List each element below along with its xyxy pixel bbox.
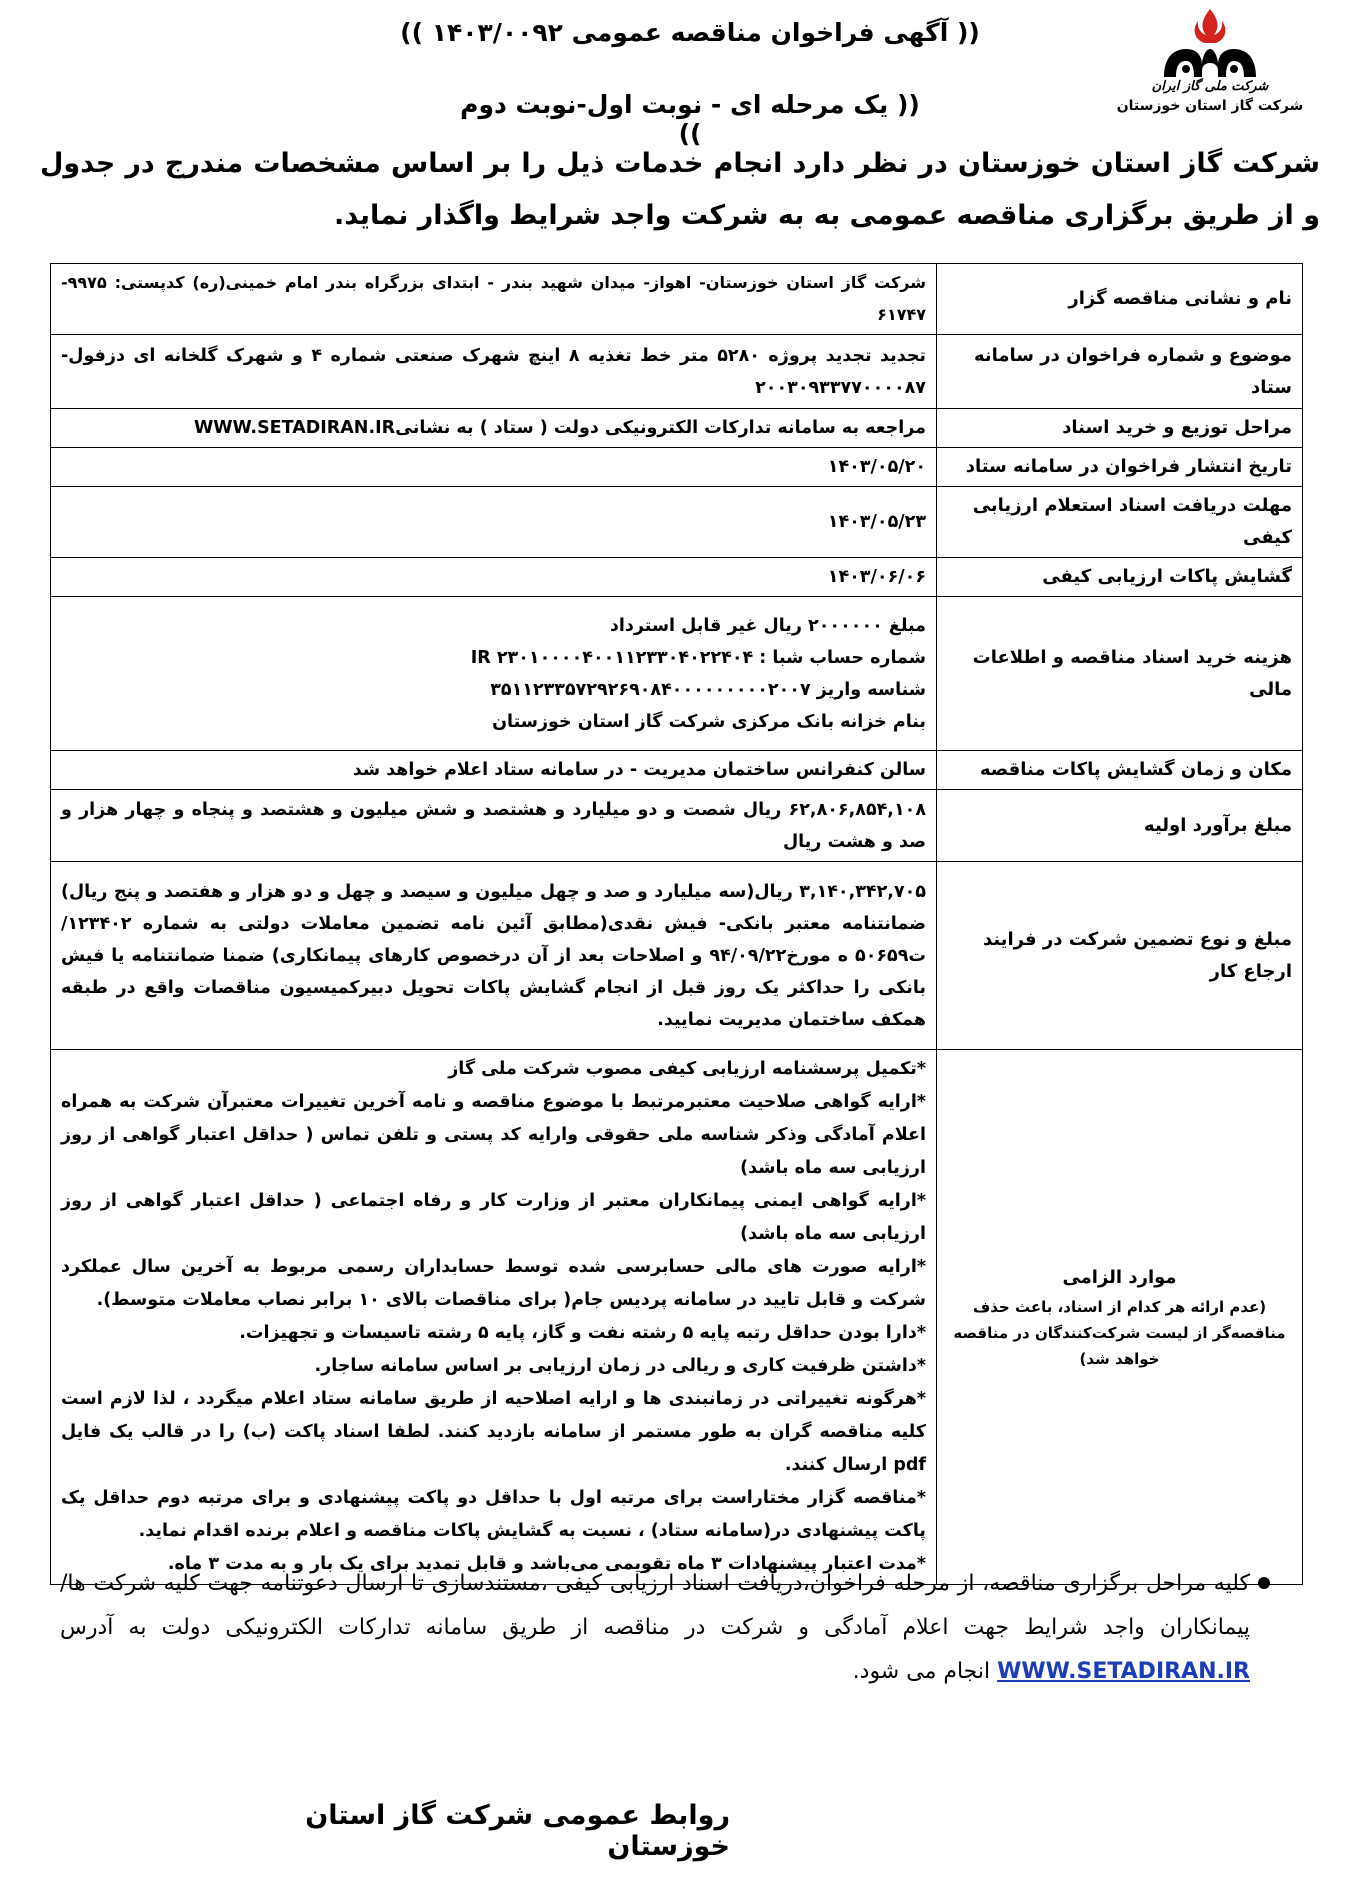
requirement-item: *مدت اعتبار پیشنهادات ۳ ماه تقویمی می‌باشد و قابل تمدید برای یک بار و به مدت ۳ ماه.: [167, 1554, 926, 1574]
requirements-label: موارد الزامی: [1062, 1267, 1177, 1288]
setadiran-link[interactable]: WWW.SETADIRAN.IR: [997, 1659, 1250, 1684]
table-row: [51, 409, 1303, 448]
row-label: موضوع و شماره فراخوان در سامانه ستاد: [937, 335, 1303, 409]
table-row: [51, 448, 1303, 487]
company-logo: [1100, 5, 1320, 137]
intro-paragraph: شرکت گاز استان خوزستان در نظر دارد انجام خدمات ذیل را بر اساس مشخصات مندرج در جدول و از طریق برگزاری مناقصه عمومی به به شرکت واجد شرایط واگذار نماید.: [40, 148, 1320, 231]
note-suffix: انجام می شود.: [852, 1659, 991, 1684]
row-value: ۶۲,۸۰۶,۸۵۴,۱۰۸ ریال شصت و دو میلیارد و هشتصد و شش میلیون و هشتصد و پنجاه و چهار هزار و صد و هشت ریال: [51, 790, 937, 862]
fee-amount: مبلغ ۲۰۰۰۰۰۰ ریال غیر قابل استرداد: [609, 615, 926, 636]
table-row: [51, 751, 1303, 790]
row-label: گشایش پاکات ارزیابی کیفی: [937, 558, 1303, 597]
row-value: [51, 597, 937, 751]
requirement-item: *داشتن ظرفیت کاری و ریالی در زمان ارزیابی بر اساس سامانه ساجار.: [314, 1356, 926, 1376]
row-label: مکان و زمان گشایش پاکات مناقصه: [937, 751, 1303, 790]
sheba-account: شماره حساب شبا : IR ۲۳۰۱۰۰۰۰۴۰۰۱۱۲۳۳۰۴۰۲۲۴۰۴: [470, 647, 926, 668]
table-row: [51, 790, 1303, 862]
row-label: مراحل توزیع و خرید اسناد: [937, 409, 1303, 448]
row-value: [51, 1050, 937, 1585]
requirement-item: *مناقصه گزار مختاراست برای مرتبه اول با حداقل دو پاکت پیشنهادی و برای مرتبه دوم حداقل یک پاکت پیشنهادی در(سامانه ستاد) ، نسبت به گشایش پاکات مناقصه و اعلام برنده اقدام نماید.: [61, 1488, 926, 1541]
table-row: [51, 487, 1303, 558]
tender-details-table: [50, 263, 1303, 1585]
logo-company-name: شرکت گاز استان خوزستان: [1116, 98, 1304, 114]
row-label: نام و نشانی مناقصه گزار: [937, 264, 1303, 335]
requirement-item: *هرگونه تغییراتی در زمانبندی ها و ارایه اصلاحیه از طریق سامانه ستاد اعلام میگردد ، لذا لازم است کلیه مناقصه گران به طور مستمر از سامانه بازدید کنند. لطفا اسناد پاکت (ب) را در قالب یک فایل pdf ارسال کنند.: [61, 1389, 926, 1475]
row-label: هزینه خرید اسناد مناقصه و اطلاعات مالی: [937, 597, 1303, 751]
row-value: مراجعه به سامانه تدارکات الکترونیکی دولت ( ستاد ) به نشانیWWW.SETADIRAN.IR: [51, 409, 937, 448]
row-label: مبلغ برآورد اولیه: [937, 790, 1303, 862]
row-value: ۱۴۰۳/۰۵/۲۰: [51, 448, 937, 487]
requirement-item: *ارایه گواهی صلاحیت معتبرمرتبط با موضوع مناقصه و نامه آخرین تغییرات معتبرآن شرکت به همراه اعلام آمادگی وذکر شناسه ملی حقوقی وارایه کد پستی و تلفن تماس ( حداقل اعتبار گواهی از روز ارزیابی سه ماه باشد): [61, 1092, 926, 1178]
table-row: [51, 264, 1303, 335]
row-label: مبلغ و نوع تضمین شرکت در فرایند ارجاع کار: [937, 862, 1303, 1050]
notice-subtitle: (( یک مرحله ای - نوبت اول-نوبت دوم )): [460, 90, 920, 148]
row-value: سالن کنفرانس ساختمان مدیریت - در سامانه ستاد اعلام خواهد شد: [51, 751, 937, 790]
table-row: [51, 558, 1303, 597]
requirement-item: *ارایه گواهی ایمنی پیمانکاران معتبر از وزارت کار و رفاه اجتماعی ( حداقل اعتبار گواهی از روز ارزیابی سه ماه باشد): [61, 1191, 926, 1244]
deposit-id: شناسه واریز ۳۵۱۱۲۳۳۵۷۲۹۲۶۹۰۸۴۰۰۰۰۰۰۰۰۰۲۰۰۷: [490, 679, 926, 700]
requirement-item: *ارایه صورت های مالی حسابرسی شده توسط حسابداران رسمی مربوط به آخرین سال عملکرد شرکت و قابل تایید در سامانه پردیس جام( برای مناقصات بالای ۱۰ برابر نصاب معاملات متوسط).: [61, 1257, 926, 1310]
requirement-item: *دارا بودن حداقل رتبه پایه ۵ رشته نفت و گاز، پایه ۵ رشته تاسیسات و تجهیزات.: [239, 1323, 926, 1343]
row-label: تاریخ انتشار فراخوان در سامانه ستاد: [937, 448, 1303, 487]
bullet-icon: [1258, 1577, 1270, 1589]
requirement-item: *تکمیل پرسشنامه ارزیابی کیفی مصوب شرکت ملی گاز: [448, 1059, 926, 1079]
table-row: [51, 1050, 1303, 1585]
row-value: ۳,۱۴۰,۳۴۲,۷۰۵ ریال(سه میلیارد و صد و چهل میلیون و سیصد و چهل و دو هزار و هفتصد و پنج ریال) ضمانتنامه معتبر بانکی- فیش نقدی(مطابق آئین نامه تضمین معاملات دولتی به شماره ۱۲۳۴۰۲/ت۵۰۶۵۹ ه مورخ۹۴/۰۹/۲۲ و اصلاحات بعد از آن درخصوص کارهای پیمانکاری) ضمنا ضمانتنامه یا فیش بانکی را حداکثر یک روز قبل از انجام گشایش پاکات تحویل دبیرکمیسیون مناقصات واقع در طبقه همکف ساختمان مدیریت نمایید.: [51, 862, 937, 1050]
account-holder: بنام خزانه بانک مرکزی شرکت گاز استان خوزستان: [492, 711, 926, 732]
table-row: [51, 862, 1303, 1050]
row-label: [937, 1050, 1303, 1585]
note-text: کلیه مراحل برگزاری مناقصه، از مرحله فراخوان،دریافت اسناد ارزیابی کیفی ،مستندسازی تا ارسال دعوتنامه جهت کلیه شرکت ها/پیمانکاران واجد شرایط جهت اعلام آمادگی و شرکت در مناقصه از طریق سامانه تدارکات الکترونیکی دولت به آدرس: [60, 1571, 1250, 1640]
row-label: مهلت دریافت اسناد استعلام ارزیابی کیفی: [937, 487, 1303, 558]
requirements-note: (عدم ارائه هر کدام از اسناد، باعث حذف مناقصه‌گر از لیست شرکت‌کنندگان در مناقصه خواهد شد): [953, 1298, 1286, 1368]
row-value: تجدید تجدید پروژه ۵۲۸۰ متر خط تغذیه ۸ اینچ شهرک صنعتی شماره ۴ و شهرک گلخانه ای دزفول- ۲۰۰۳۰۹۳۳۷۷۰۰۰۰۸۷: [51, 335, 937, 409]
row-value: شرکت گاز استان خوزستان- اهواز- میدان شهید بندر - ابتدای بزرگراه بندر امام خمینی(ره) کدپستی: ۹۹۷۵- ۶۱۷۴۷: [51, 264, 937, 335]
signature: روابط عمومی شرکت گاز استان خوزستان: [305, 1800, 730, 1862]
notice-title: (( آگهی فراخوان مناقصه عمومی ۱۴۰۳/۰۰۹۲ )): [400, 18, 980, 47]
table-row: [51, 597, 1303, 751]
row-value: ۱۴۰۳/۰۶/۰۶: [51, 558, 937, 597]
table-row: [51, 335, 1303, 409]
row-value: ۱۴۰۳/۰۵/۲۳: [51, 487, 937, 558]
logo-script-text: شرکت ملی گاز ایران: [1151, 79, 1269, 94]
nigc-emblem-icon: [1150, 5, 1270, 85]
footer-note: [60, 1562, 1250, 1694]
